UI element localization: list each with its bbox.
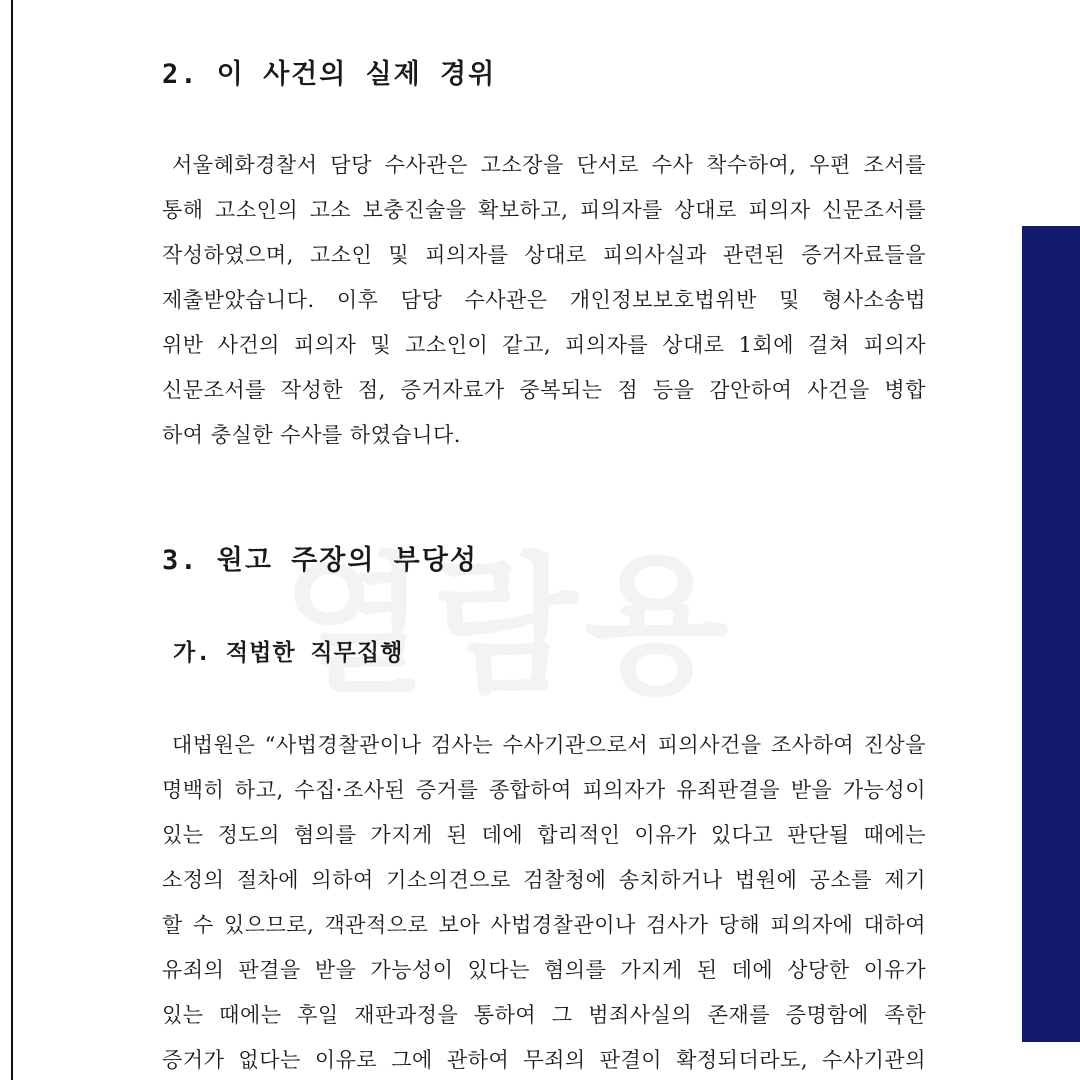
paragraph-line: 통해 고소인의 고소 보충진술을 확보하고, 피의자를 상대로 피의자 신문조서를 [162, 198, 926, 222]
paragraph-line: 서울혜화경찰서 담당 수사관은 고소장을 단서로 수사 착수하여, 우편 조서를 [172, 153, 926, 177]
page-left-border [0, 0, 13, 1080]
paragraph-line: 있는 때에는 후일 재판과정을 통하여 그 범죄사실의 존재를 증명함에 족한 [162, 1003, 926, 1027]
section-2-paragraph [162, 145, 926, 460]
section-3-subheading-a: 가. 적법한 직무집행 [173, 640, 404, 666]
section-2-heading: 2. 이 사건의 실제 경위 [162, 59, 497, 90]
paragraph-line: 증거가 없다는 이유로 그에 관하여 무죄의 판결이 확정되더라도, 수사기관의 [162, 1048, 926, 1072]
paragraph-line: 위반 사건의 피의자 및 고소인이 같고, 피의자를 상대로 1회에 걸쳐 피의자 [162, 333, 926, 357]
section-3-heading: 3. 원고 주장의 부당성 [162, 545, 478, 576]
paragraph-line: 명백히 하고, 수집·조사된 증거를 종합하여 피의자가 유죄판결을 받을 가능성이 [162, 778, 926, 802]
paragraph-line: 있는 정도의 혐의를 가지게 된 데에 합리적인 이유가 있다고 판단될 때에는 [162, 823, 926, 847]
paragraph-line: 하여 충실한 수사를 하였습니다. [162, 423, 461, 447]
paragraph-line: 대법원은 “사법경찰관이나 검사는 수사기관으로서 피의사건을 조사하여 진상을 [172, 733, 926, 757]
paragraph-line: 소정의 절차에 의하여 기소의견으로 검찰청에 송치하거나 법원에 공소를 제기 [162, 868, 926, 892]
page-side-accent-bar [1022, 226, 1080, 1042]
paragraph-line: 유죄의 판결을 받을 가능성이 있다는 혐의를 가지게 된 데에 상당한 이유가 [162, 958, 926, 982]
paragraph-line: 할 수 있으므로, 객관적으로 보아 사법경찰관이나 검사가 당해 피의자에 대하여 [162, 913, 926, 937]
paragraph-line: 작성하였으며, 고소인 및 피의자를 상대로 피의사실과 관련된 증거자료들을 [162, 243, 926, 267]
section-3a-paragraph [162, 725, 926, 1080]
paragraph-line: 제출받았습니다. 이후 담당 수사관은 개인정보보호법위반 및 형사소송법 [162, 288, 926, 312]
paragraph-line: 신문조서를 작성한 점, 증거자료가 중복되는 점 등을 감안하여 사건을 병합 [162, 378, 926, 402]
